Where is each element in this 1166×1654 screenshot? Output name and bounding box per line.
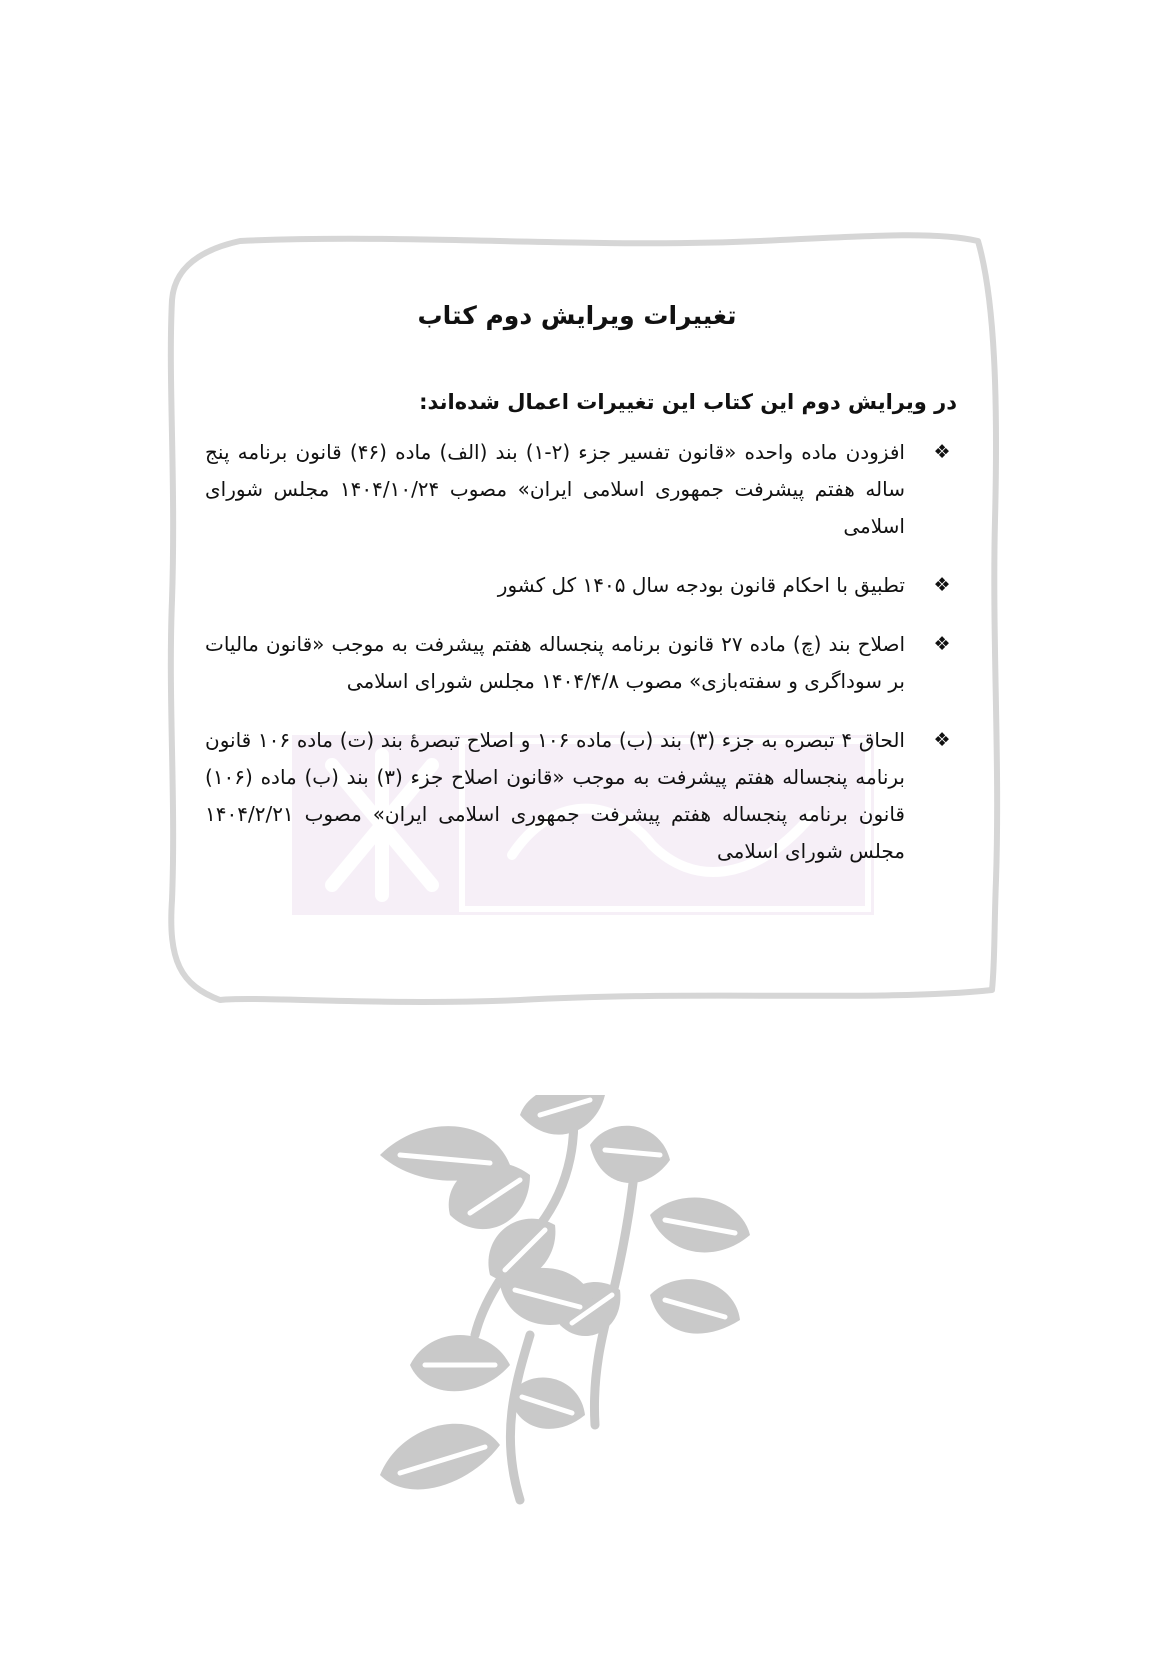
list-item-text: اصلاح بند (چ) ماده ۲۷ قانون برنامه پنجساله هفتم پیشرفت به موجب «قانون مالیات بر سوداگری و سفته‌بازی» مصوب ۱۴۰۴/۴/۸ مجلس شورای اسلامی: [205, 632, 906, 693]
list-item: [205, 626, 957, 700]
diamond-bullet-icon: ❖: [933, 441, 951, 463]
list-item-text: افزودن ماده واحده «قانون تفسیر جزء (۲-۱) بند (الف) ماده (۴۶) قانون برنامه پنج ساله هفتم پیشرفت جمهوری اسلامی ایران» مصوب ۱۴۰۴/۱۰/۲۴ مجلس شورای اسلامی: [205, 440, 905, 538]
list-item: [205, 567, 957, 604]
content-area: [205, 296, 957, 892]
diamond-bullet-icon: ❖: [933, 574, 951, 596]
page-title: تغییرات ویرایش دوم کتاب: [417, 301, 737, 330]
list-item: [205, 434, 957, 545]
list-item-text: تطبیق با احکام قانون بودجه سال ۱۴۰۵ کل کشور: [497, 573, 905, 597]
list-item-text: الحاق ۴ تبصره به جزء (۳) بند (ب) ماده ۱۰۶ و اصلاح تبصرهٔ بند (ت) ماده ۱۰۶ قانون برنامه پنجساله هفتم پیشرفت به موجب «قانون اصلاح جزء (۳) بند (ب) ماده (۱۰۶) قانون برنامه پنجساله هفتم پیشرفت جمهوری اسلامی ایران» مصوب ۱۴۰۴/۲/۲۱ مجلس شورای اسلامی: [205, 728, 905, 863]
changes-list: [205, 434, 957, 870]
leaves-ornament-icon: [380, 1095, 780, 1515]
list-item: [205, 722, 957, 870]
intro-text: در ویرایش دوم این کتاب این تغییرات اعمال شده‌اند:: [419, 390, 957, 414]
diamond-bullet-icon: ❖: [933, 729, 951, 751]
diamond-bullet-icon: ❖: [933, 633, 951, 655]
